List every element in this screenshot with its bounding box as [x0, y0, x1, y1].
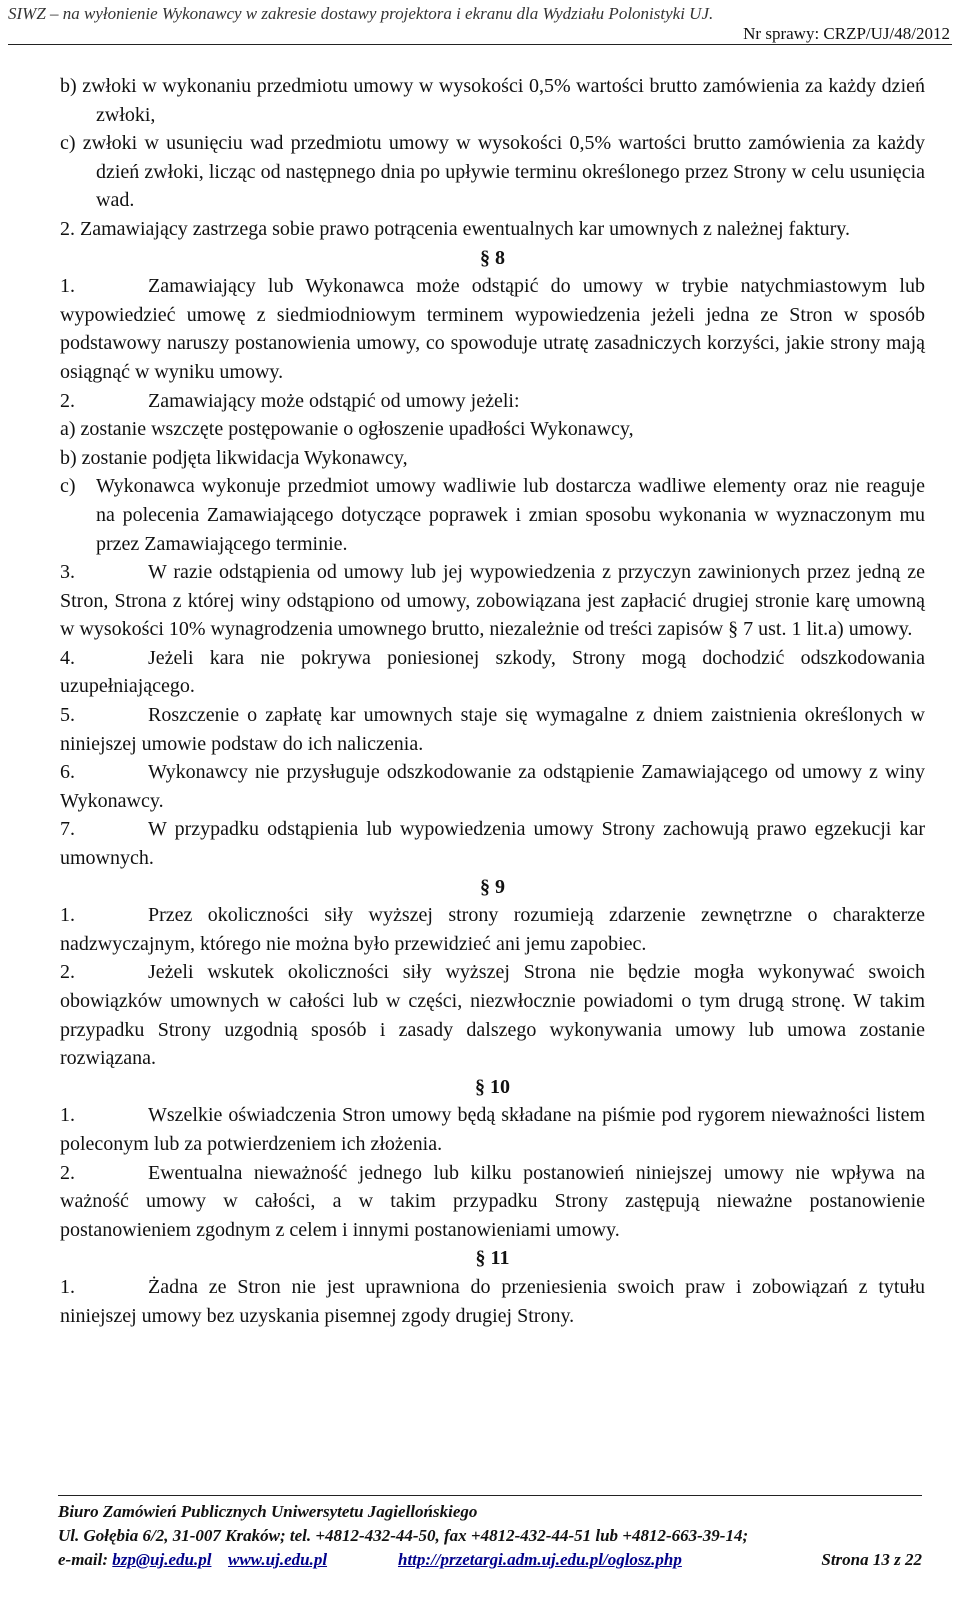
footer-organization: Biuro Zamówień Publicznych Uniwersytetu Jagiellońskiego	[58, 1502, 478, 1521]
item-text: Przez okoliczności siły wyższej strony rozumieją zdarzenie zewnętrzne o charakterze nadzwyczajnym, którego nie można było przewidzieć ani jemu zapobiec.	[60, 904, 925, 955]
case-number: Nr sprawy: CRZP/UJ/48/2012	[743, 24, 950, 43]
page-number: Strona 13 z 22	[821, 1550, 922, 1569]
paragraph-7-1c: c) zwłoki w usunięciu wad przedmiotu umowy w wysokości 0,5% wartości brutto zamówienia za każdy dzień zwłoki, licząc od następnego dnia po upływie terminu określonego przez Strony w celu usunięcia wad.	[60, 132, 925, 212]
paragraph-8-2a: a) zostanie wszczęte postępowanie o ogłoszenie upadłości Wykonawcy,	[60, 418, 634, 441]
document-body	[60, 72, 925, 1330]
paragraph-8-1	[60, 272, 925, 386]
item-text: Zamawiający może odstąpić od umowy jeżeli:	[148, 389, 520, 412]
section-heading-11: § 11	[475, 1247, 510, 1270]
paragraph-9-1	[60, 901, 925, 958]
item-number: 4.	[60, 646, 75, 669]
item-text: W przypadku odstąpienia lub wypowiedzenia umowy Strony zachowują prawo egzekucji kar umownych.	[60, 818, 925, 870]
footer-address: Ul. Gołębia 6/2, 31-007 Kraków; tel. +4812-432-44-50, fax +4812-432-44-51 lub +4812-663-39-14;	[58, 1526, 749, 1545]
item-text: Roszczenie o zapłatę kar umownych staje się wymagalne z dniem zaistnienia określonych w niniejszej umowie podstaw do ich naliczenia.	[60, 704, 925, 755]
paragraph-8-2	[60, 387, 925, 416]
paragraph-8-7	[60, 815, 925, 872]
document-header-title: SIWZ – na wyłonienie Wykonawcy w zakresie dostawy projektora i ekranu dla Wydziału Polonistyki UJ.	[8, 4, 714, 23]
paragraph-10-1	[60, 1101, 925, 1158]
footer-email	[58, 1548, 211, 1572]
item-number: 5.	[60, 704, 75, 727]
section-heading-9: § 9	[480, 875, 505, 898]
item-text: W razie odstąpienia od umowy lub jej wypowiedzenia z przyczyn zawinionych przez jedną ze Stron, Strona z której winy odstąpiono od umowy, zobowiązana jest zapłacić drugiej stronie karę umowną w wysokości 10% wynagrodzenia umownego brutto, niezależnie od treści zapisów § 7 ust. 1 lit.a) umowy.	[60, 561, 925, 641]
section-heading-8: § 8	[480, 246, 505, 269]
item-number: 1.	[60, 275, 75, 298]
paragraph-8-3	[60, 558, 925, 644]
footer-divider	[58, 1495, 922, 1496]
paragraph-7-2: 2. Zamawiający zastrzega sobie prawo potrącenia ewentualnych kar umownych z należnej faktury.	[60, 217, 851, 240]
item-number: 6.	[60, 761, 75, 784]
item-number: 1.	[60, 904, 75, 927]
item-text: Wykonawcy nie przysługuje odszkodowanie za odstąpienie Zamawiającego od umowy z winy Wykonawcy.	[60, 761, 925, 812]
email-link[interactable]: bzp@uj.edu.pl	[112, 1550, 212, 1569]
item-text: Żadna ze Stron nie jest uprawniona do przeniesienia swoich praw i zobowiązań z tytułu niniejszej umowy bez uzyskania pisemnej zgody drugiej Strony.	[60, 1275, 925, 1327]
paragraph-10-2	[60, 1159, 925, 1245]
paragraph-8-2c	[60, 472, 925, 558]
item-text: Ewentualna nieważność jednego lub kilku postanowień niniejszej umowy nie wpływa na ważność umowy w całości, a w takim przypadku Strony zastępują nieważne postanowienie postanowieniem zgodnym z celem i innymi postanowieniami umowy.	[60, 1161, 925, 1241]
item-text: Jeżeli wskutek okoliczności siły wyższej Strona nie będzie mogła wykonywać swoich obowiązków umownych w całości lub w części, niezwłocznie powiadomi o tym drugą stronę. W takim przypadku Strony uzgodnią sposób i zasady dalszego wykonywania umowy lub umowa zostanie rozwiązana.	[60, 961, 925, 1070]
item-text: Jeżeli kara nie pokrywa poniesionej szkody, Strony mogą dochodzić odszkodowania uzupełniającego.	[60, 646, 925, 698]
paragraph-8-4	[60, 644, 925, 701]
tenders-link[interactable]: http://przetargi.adm.uj.edu.pl/oglosz.php	[398, 1550, 682, 1569]
item-number: 2.	[60, 961, 75, 984]
paragraph-8-2b: b) zostanie podjęta likwidacja Wykonawcy,	[60, 446, 408, 469]
header-divider	[8, 44, 952, 45]
footer-contact-line	[58, 1548, 922, 1572]
item-number: 2.	[60, 1161, 75, 1184]
paragraph-9-2	[60, 958, 925, 1072]
page-footer	[58, 1500, 922, 1572]
section-heading-10: § 10	[475, 1075, 510, 1098]
paragraph-7-1b: b) zwłoki w wykonaniu przedmiotu umowy w wysokości 0,5% wartości brutto zamówienia za każdy dzień zwłoki,	[60, 75, 925, 126]
item-text: Wszelkie oświadczenia Stron umowy będą składane na piśmie pod rygorem nieważności listem poleconym lub za potwierdzeniem ich złożenia.	[60, 1104, 925, 1155]
item-number: 7.	[60, 818, 75, 841]
paragraph-11-1	[60, 1273, 925, 1330]
item-number: 1.	[60, 1275, 75, 1298]
item-number: 3.	[60, 561, 75, 584]
paragraph-8-6	[60, 758, 925, 815]
item-number: 1.	[60, 1104, 75, 1127]
email-label: e-mail:	[58, 1550, 109, 1569]
item-letter: c)	[60, 475, 76, 498]
website-link[interactable]: www.uj.edu.pl	[228, 1550, 328, 1569]
item-number: 2.	[60, 389, 75, 412]
item-text: Wykonawca wykonuje przedmiot umowy wadliwie lub dostarcza wadliwe elementy oraz nie reaguje na polecenia Zamawiającego dotyczące poprawek i zmian sposobu wykonania w wyznaczonym mu przez Zamawiającego terminie.	[96, 475, 925, 555]
paragraph-8-5	[60, 701, 925, 758]
item-text: Zamawiający lub Wykonawca może odstąpić do umowy w trybie natychmiastowym lub wypowiedzieć umowę z siedmiodniowym terminem wypowiedzenia jeżeli jedna ze Stron w sposób podstawowy naruszy postanowienia umowy, co spowoduje utratę zasadniczych korzyści, jakie strony mają osiągnąć w wyniku umowy.	[60, 275, 925, 383]
